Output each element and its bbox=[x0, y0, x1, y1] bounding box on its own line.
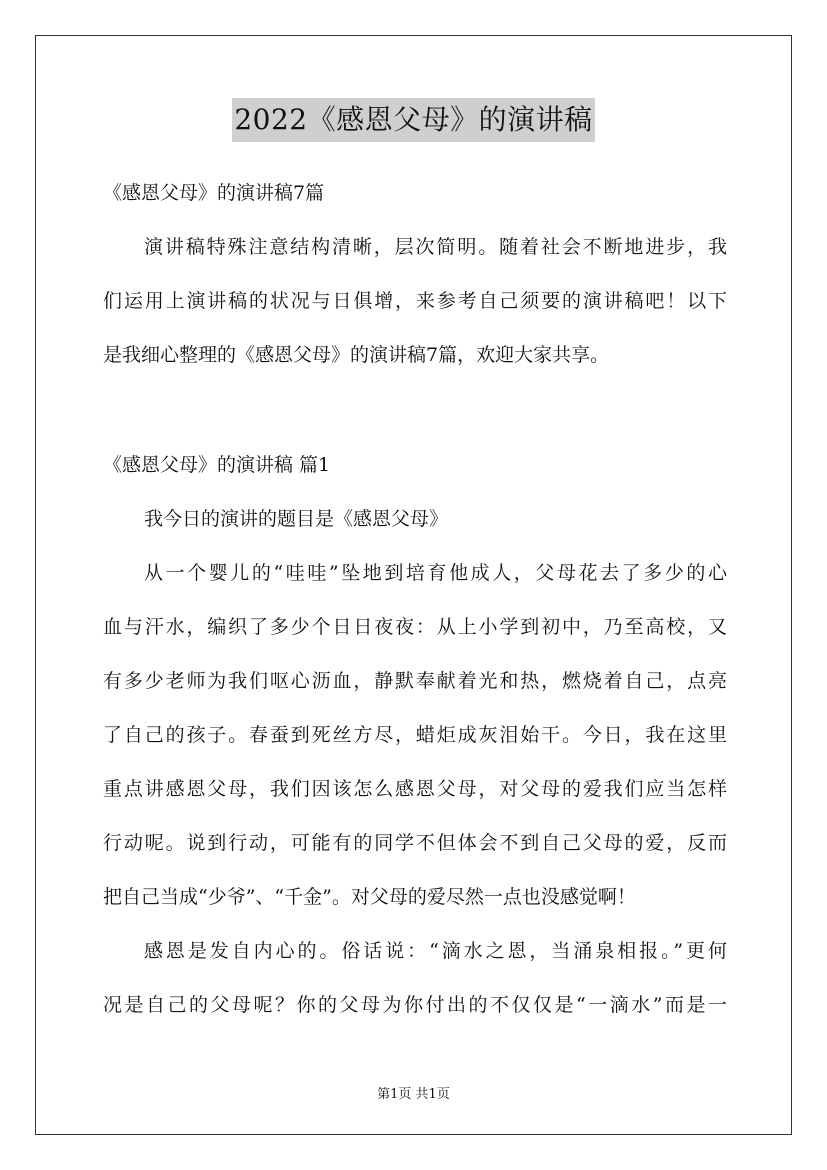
intro-line: 是我细心整理的《感恩父母》的演讲稿7篇，欢迎大家共享。 bbox=[103, 344, 610, 366]
paragraph-line: 把自己当成“少爷”、“千金”。对父母的爱尽然一点也没感觉啊！ bbox=[103, 886, 636, 908]
paragraph-line: 感恩是发自内心的。俗话说：“滴水之恩，当涌泉相报。”更何 bbox=[144, 940, 727, 962]
topic-line: 我今日的演讲的题目是《感恩父母》 bbox=[144, 508, 449, 530]
document-title: 2022《感恩父母》的演讲稿 bbox=[232, 98, 594, 142]
paragraph-line: 重点讲感恩父母，我们因该怎么感恩父母，对父母的爱我们应当怎样 bbox=[103, 778, 727, 800]
intro-line: 们运用上演讲稿的状况与日俱增，来参考自己须要的演讲稿吧！以下 bbox=[103, 290, 727, 312]
page-footer: 第1页 共1页 bbox=[377, 1087, 450, 1102]
paragraph-line: 行动呢。说到行动，可能有的同学不但体会不到自己父母的爱，反而 bbox=[103, 832, 727, 854]
title-container bbox=[0, 98, 827, 142]
paragraph-line: 从一个婴儿的“哇哇”坠地到培育他成人，父母花去了多少的心 bbox=[144, 562, 727, 584]
section-heading: 《感恩父母》的演讲稿 篇1 bbox=[103, 454, 331, 476]
paragraph-line: 了自己的孩子。春蚕到死丝方尽，蜡炬成灰泪始干。今日，我在这里 bbox=[103, 724, 727, 746]
subtitle: 《感恩父母》的演讲稿7篇 bbox=[103, 182, 325, 204]
paragraph-line: 况是自己的父母呢？你的父母为你付出的不仅仅是“一滴水”而是一 bbox=[103, 994, 727, 1016]
paragraph-line: 血与汗水，编织了多少个日日夜夜：从上小学到初中，乃至高校，又 bbox=[103, 616, 727, 638]
intro-line: 演讲稿特殊注意结构清晰，层次简明。随着社会不断地进步，我 bbox=[144, 236, 727, 258]
paragraph-line: 有多少老师为我们呕心沥血，静默奉献着光和热，燃烧着自己，点亮 bbox=[103, 670, 727, 692]
